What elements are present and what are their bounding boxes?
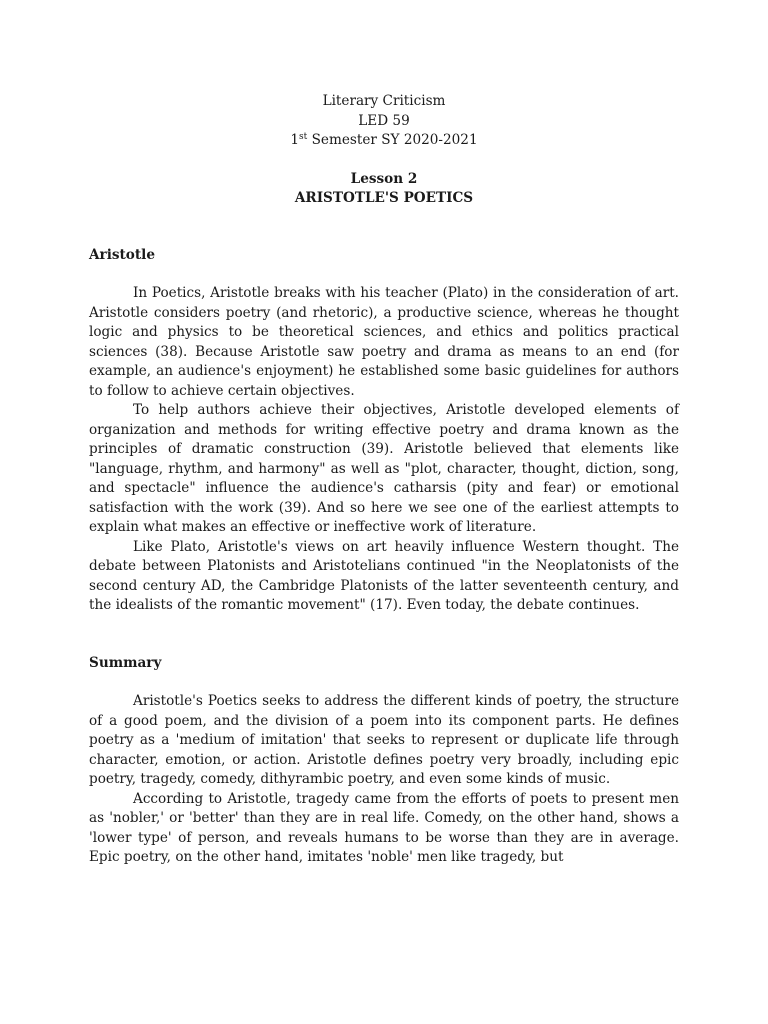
section-heading-summary: Summary	[89, 654, 162, 671]
semester-text: Semester SY 2020-2021	[307, 132, 478, 148]
lesson-number: Lesson 2	[350, 170, 418, 187]
paragraph: To help authors achieve their objectives, Aristotle developed elements of organization and methods for writing effective poetry and drama known as the principles of dramatic construction (39). Aristotle believed that elements like "language, rhythm, and harmony" as well as "plot, character, thought, diction, song, and spectacle" influence the audience's catharsis (pity and fear) or emotional satisfaction with the work (39). And so here we see one of the earliest attempts to explain what makes an effective or ineffective work of literature.	[89, 402, 679, 535]
semester-line	[89, 131, 679, 151]
lesson-header	[89, 170, 679, 209]
lesson-title: ARISTOTLE'S POETICS	[294, 190, 474, 206]
section-body-aristotle	[89, 284, 679, 616]
paragraph: In Poetics, Aristotle breaks with his teacher (Plato) in the consideration of art. Aristotle considers poetry (and rhetoric), a productive science, whereas he thought logic and physics to be theoretical sciences, and ethics and politics practical sciences (38). Because Aristotle saw poetry and drama as means to an end (for example, an audience's enjoyment) he established some basic guidelines for authors to follow to achieve certain objectives.	[89, 285, 679, 399]
document-page	[89, 92, 679, 868]
paragraph: Like Plato, Aristotle's views on art heavily influence Western thought. The debate between Platonists and Aristotelians continued "in the Neoplatonists of the second century AD, the Cambridge Platonists of the latter seventeenth century, and the idealists of the romantic movement" (17). Even today, the debate continues.	[89, 538, 679, 613]
semester-number: 1	[290, 132, 300, 148]
paragraph: According to Aristotle, tragedy came from the efforts of poets to present men as 'nobler,' or 'better' than they are in real life. Comedy, on the other hand, shows a 'lower type' of person, and reveals humans to be worse than they are in average. Epic poetry, on the other hand, imitates 'noble' men like tragedy, but	[89, 790, 679, 865]
document-header	[89, 92, 679, 151]
paragraph: Aristotle's Poetics seeks to address the different kinds of poetry, the structure of a good poem, and the division of a poem into its component parts. He defines poetry as a 'medium of imitation' that seeks to represent or duplicate life through character, emotion, or action. Aristotle defines poetry very broadly, including epic poetry, tragedy, comedy, dithyrambic poetry, and even some kinds of music.	[89, 693, 679, 787]
section-heading-aristotle: Aristotle	[89, 246, 155, 263]
course-title: Literary Criticism	[322, 93, 446, 109]
semester-suffix: st	[299, 132, 308, 142]
section-body-summary	[89, 692, 679, 868]
course-code: LED 59	[358, 112, 410, 129]
